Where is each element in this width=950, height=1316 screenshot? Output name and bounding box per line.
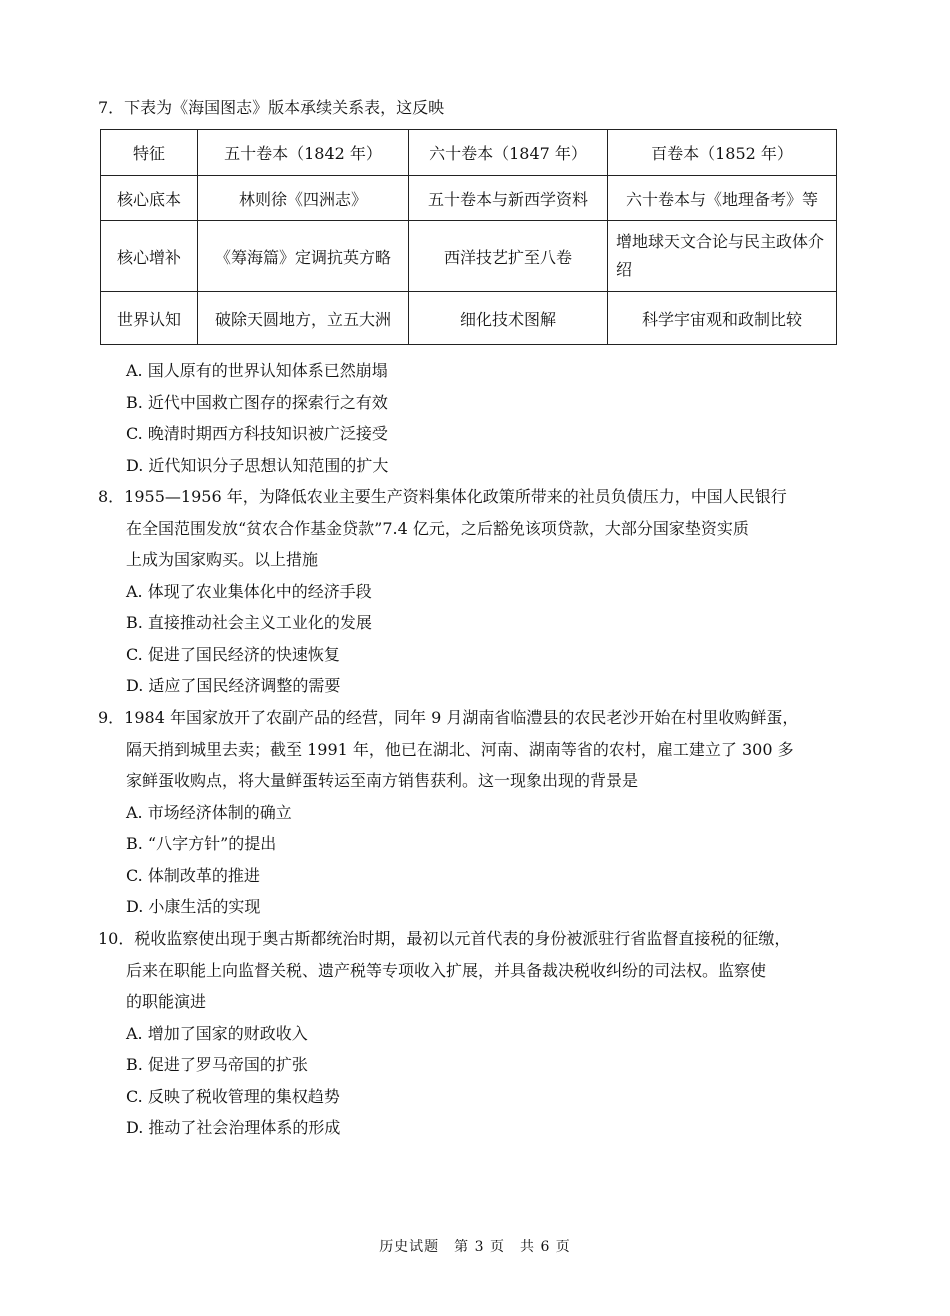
- table-header-cell: 五十卷本（1842 年）: [198, 130, 409, 176]
- option-c[interactable]: C. 晚清时期西方科技知识被广泛接受: [126, 424, 388, 443]
- page-footer: 历史试题 第 3 页 共 6 页: [379, 1239, 571, 1255]
- table-cell: 核心底本: [101, 176, 198, 221]
- table-header-cell: 百卷本（1852 年）: [608, 130, 837, 176]
- option-b[interactable]: B. 近代中国救亡图存的探索行之有效: [126, 392, 388, 412]
- option-a[interactable]: A. 市场经济体制的确立: [126, 802, 292, 822]
- question-7-stem: 7．下表为《海国图志》版本承续关系表，这反映: [98, 98, 445, 117]
- question-7-options: [98, 355, 858, 481]
- table-cell: 《筹海篇》定调抗英方略: [198, 221, 409, 292]
- question-10-stem: 10．税收监察使出现于奥古斯都统治时期，最初以元首代表的身份被派驻行省监督直接税的征缴，: [98, 929, 791, 948]
- option-c[interactable]: C. 体制改革的推进: [126, 865, 260, 885]
- option-d[interactable]: D. 推动了社会治理体系的形成: [126, 1118, 341, 1137]
- question-9-stem: 9．1984 年国家放开了农副产品的经营，同年 9 月湖南省临澧县的农民老沙开始在村里收购鲜蛋，: [98, 708, 799, 727]
- question-9-stem: 隔天捎到城里去卖；截至 1991 年，他已在湖北、河南、湖南等省的农村，雇工建立了 300 多: [126, 739, 794, 759]
- table-cell: 增地球天文合论与民主政体介绍: [608, 221, 837, 292]
- table-cell: 六十卷本与《地理备考》等: [608, 176, 837, 221]
- table-cell: 西洋技艺扩至八卷: [409, 221, 608, 292]
- question-10-stem: 的职能演进: [126, 992, 207, 1011]
- table-cell: 世界认知: [101, 292, 198, 345]
- option-b[interactable]: B. 直接推动社会主义工业化的发展: [126, 613, 372, 632]
- option-c[interactable]: C. 反映了税收管理的集权趋势: [126, 1086, 340, 1106]
- option-d[interactable]: D. 近代知识分子思想认知范围的扩大: [126, 455, 389, 475]
- question-8-stem: 8．1955—1956 年，为降低农业主要生产资料集体化政策所带来的社员负债压力，中国人民银行: [98, 487, 787, 506]
- table-header-row: [101, 130, 837, 176]
- table-header-cell: 六十卷本（1847 年）: [409, 130, 608, 176]
- table-cell: 五十卷本与新西学资料: [409, 176, 608, 221]
- table-cell: 科学宇宙观和政制比较: [608, 292, 837, 345]
- question-10: [98, 923, 858, 1144]
- table-cell: 破除天圆地方，立五大洲: [198, 292, 409, 345]
- option-c[interactable]: C. 促进了国民经济的快速恢复: [126, 644, 340, 664]
- option-a[interactable]: A. 国人原有的世界认知体系已然崩塌: [126, 361, 388, 380]
- question-8: [98, 481, 858, 702]
- table-row: [101, 221, 837, 292]
- table-row: [101, 176, 837, 221]
- option-d[interactable]: D. 适应了国民经济调整的需要: [126, 676, 341, 695]
- question-10-stem: 后来在职能上向监督关税、遗产税等专项收入扩展，并具备裁决税收纠纷的司法权。监察使: [126, 960, 767, 980]
- question-9: [98, 702, 858, 923]
- question-9-stem: 家鲜蛋收购点，将大量鲜蛋转运至南方销售获利。这一现象出现的背景是: [126, 771, 639, 790]
- table-cell: 细化技术图解: [409, 292, 608, 345]
- option-a[interactable]: A. 体现了农业集体化中的经济手段: [126, 581, 372, 601]
- option-a[interactable]: A. 增加了国家的财政收入: [126, 1023, 308, 1043]
- table-cell: 核心增补: [101, 221, 198, 292]
- table-row: [101, 292, 837, 345]
- question-7: [98, 92, 858, 124]
- option-b[interactable]: B. “八字方针”的提出: [126, 834, 277, 853]
- option-d[interactable]: D. 小康生活的实现: [126, 897, 261, 916]
- table-cell: 林则徐《四洲志》: [198, 176, 409, 221]
- table-header-cell: 特征: [101, 130, 198, 176]
- question-8-stem: 上成为国家购买。以上措施: [126, 550, 319, 569]
- option-b[interactable]: B. 促进了罗马帝国的扩张: [126, 1055, 308, 1074]
- question-7-table: [100, 129, 837, 345]
- question-8-stem: 在全国范围发放“贫农合作基金贷款”7.4 亿元，之后豁免该项贷款，大部分国家垫资实质: [126, 518, 749, 538]
